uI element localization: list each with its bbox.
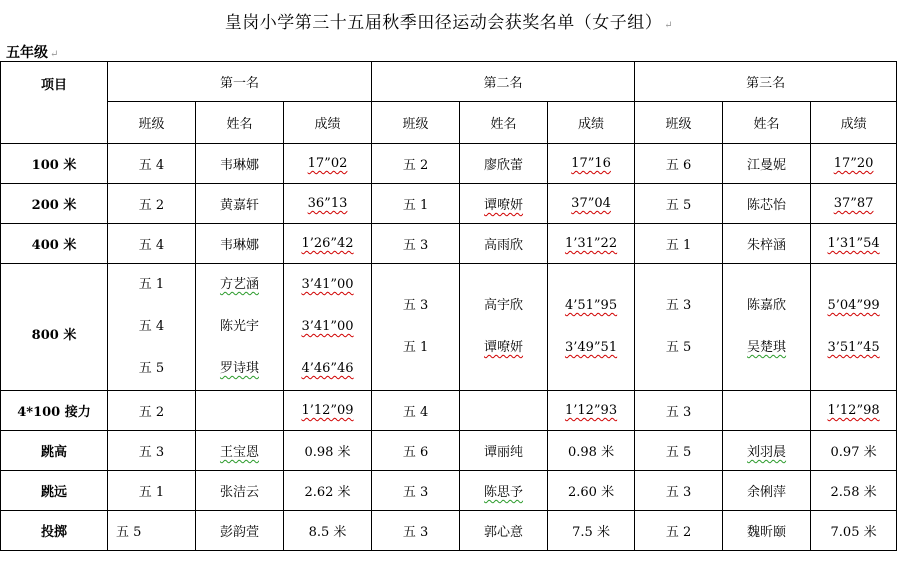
table-row: [1, 431, 897, 471]
score-cell: 17”02: [284, 144, 372, 184]
class-cell: 五 1: [372, 184, 460, 224]
grade-label: 五年级 ↵: [6, 45, 59, 61]
score-cell: 36”13: [284, 184, 372, 224]
class-cell: 五 1: [108, 471, 196, 511]
name-line: 谭嘹妍: [484, 340, 524, 355]
class-cell: 五 4: [108, 224, 196, 264]
name-cell: [723, 264, 811, 391]
name-cell: [196, 264, 284, 391]
header-score: 成绩: [284, 102, 372, 144]
score-cell: 7.05 米: [811, 511, 897, 551]
score-cell: 37”87: [811, 184, 897, 224]
class-cell: 五 6: [635, 144, 723, 184]
class-line: 五 3: [665, 298, 692, 313]
score-cell: 1’12”09: [284, 391, 372, 431]
name-cell: 刘羽晨: [723, 431, 811, 471]
score-cell: 1’26”42: [284, 224, 372, 264]
table-row: [1, 144, 897, 184]
class-line: 五 5: [138, 361, 165, 376]
event-label: 100 米: [1, 144, 108, 184]
score-cell: [284, 264, 372, 391]
score-cell: 1’12”98: [811, 391, 897, 431]
name-cell: 韦琳娜: [196, 144, 284, 184]
table-row: [1, 391, 897, 431]
name-cell: 高雨欣: [460, 224, 548, 264]
score-cell: 1’12”93: [548, 391, 635, 431]
score-cell: 0.98 米: [284, 431, 372, 471]
name-line: 吴楚琪: [747, 340, 787, 355]
event-label: 800 米: [1, 264, 108, 391]
name-cell: [723, 391, 811, 431]
name-line: 陈光宇: [219, 319, 259, 334]
class-cell: 五 2: [108, 184, 196, 224]
header-name: 姓名: [196, 102, 284, 144]
class-line: 五 1: [402, 340, 429, 355]
class-cell: [372, 264, 460, 391]
class-cell: [108, 264, 196, 391]
name-line: 方艺涵: [219, 277, 259, 292]
class-cell: 五 4: [372, 391, 460, 431]
header-score: 成绩: [548, 102, 635, 144]
table-row-800m: [1, 264, 897, 391]
class-cell: 五 4: [108, 144, 196, 184]
score-cell: 7.5 米: [548, 511, 635, 551]
header-second-place: 第二名: [372, 62, 635, 102]
class-cell: 五 3: [108, 431, 196, 471]
name-cell: 魏昕颐: [723, 511, 811, 551]
name-cell: 廖欣蕾: [460, 144, 548, 184]
score-line: 4’46”46: [301, 361, 354, 376]
name-line: 高宇欣: [484, 298, 524, 313]
class-cell: 五 1: [635, 224, 723, 264]
score-cell: [548, 264, 635, 391]
event-label: 4*100 接力: [1, 391, 108, 431]
score-line: 3’41”00: [301, 277, 354, 292]
class-cell: 五 6: [372, 431, 460, 471]
header-item: 项目: [1, 62, 108, 144]
score-line: 3’49”51: [564, 340, 618, 355]
score-line: 4’51”95: [564, 298, 618, 313]
name-cell: [196, 391, 284, 431]
name-cell: 彭韵萱: [196, 511, 284, 551]
header-name: 姓名: [723, 102, 811, 144]
class-cell: 五 5: [635, 431, 723, 471]
table-row: [1, 184, 897, 224]
class-cell: 五 3: [635, 391, 723, 431]
paragraph-mark-icon: ↵: [664, 20, 674, 31]
score-cell: [811, 264, 897, 391]
score-cell: 37”04: [548, 184, 635, 224]
name-cell: 陈思予: [460, 471, 548, 511]
name-cell: 陈芯怡: [723, 184, 811, 224]
table-row: [1, 224, 897, 264]
score-line: 3’41”00: [301, 319, 354, 334]
header-score: 成绩: [811, 102, 897, 144]
name-cell: 韦琳娜: [196, 224, 284, 264]
class-cell: 五 3: [635, 471, 723, 511]
name-line: 罗诗琪: [219, 361, 259, 376]
class-line: 五 4: [138, 319, 165, 334]
event-label: 400 米: [1, 224, 108, 264]
header-class: 班级: [108, 102, 196, 144]
document-title: 皇岗小学第三十五届秋季田径运动会获奖名单（女子组） ↵: [224, 13, 674, 33]
class-cell: 五 2: [108, 391, 196, 431]
score-cell: 2.58 米: [811, 471, 897, 511]
table-row: [1, 511, 897, 551]
score-cell: 8.5 米: [284, 511, 372, 551]
name-cell: 江曼妮: [723, 144, 811, 184]
table-row: [1, 471, 897, 511]
header-class: 班级: [372, 102, 460, 144]
awards-table: [0, 61, 897, 551]
score-cell: 17”20: [811, 144, 897, 184]
class-cell: 五 3: [372, 471, 460, 511]
score-cell: 2.60 米: [548, 471, 635, 511]
score-line: 3’51”45: [827, 340, 880, 355]
score-cell: 17”16: [548, 144, 635, 184]
event-label: 投掷: [1, 511, 108, 551]
name-line: 陈嘉欣: [747, 298, 787, 313]
event-label: 200 米: [1, 184, 108, 224]
header-row: [1, 62, 897, 102]
name-cell: 谭嘹妍: [460, 184, 548, 224]
name-cell: 黄嘉轩: [196, 184, 284, 224]
event-label: 跳高: [1, 431, 108, 471]
paragraph-mark-icon: ↵: [50, 49, 59, 60]
name-cell: 张洁云: [196, 471, 284, 511]
header-third-place: 第三名: [635, 62, 897, 102]
name-cell: 谭丽纯: [460, 431, 548, 471]
class-line: 五 3: [402, 298, 429, 313]
header-first-place: 第一名: [108, 62, 372, 102]
score-cell: 0.97 米: [811, 431, 897, 471]
score-cell: 2.62 米: [284, 471, 372, 511]
class-cell: 五 5: [108, 511, 196, 551]
class-cell: 五 5: [635, 184, 723, 224]
subheader-row: [1, 102, 897, 144]
score-cell: 1’31”22: [548, 224, 635, 264]
class-cell: 五 2: [635, 511, 723, 551]
class-cell: 五 2: [372, 144, 460, 184]
header-class: 班级: [635, 102, 723, 144]
class-cell: 五 3: [372, 511, 460, 551]
class-line: 五 5: [665, 340, 692, 355]
class-cell: [635, 264, 723, 391]
class-cell: 五 3: [372, 224, 460, 264]
name-cell: [460, 391, 548, 431]
score-cell: 1’31”54: [811, 224, 897, 264]
name-cell: 余俐萍: [723, 471, 811, 511]
score-cell: 0.98 米: [548, 431, 635, 471]
score-line: 5’04”99: [827, 298, 880, 313]
name-cell: [460, 264, 548, 391]
class-line: 五 1: [138, 277, 165, 292]
header-name: 姓名: [460, 102, 548, 144]
event-label: 跳远: [1, 471, 108, 511]
name-cell: 王宝恩: [196, 431, 284, 471]
name-cell: 朱梓涵: [723, 224, 811, 264]
name-cell: 郭心意: [460, 511, 548, 551]
